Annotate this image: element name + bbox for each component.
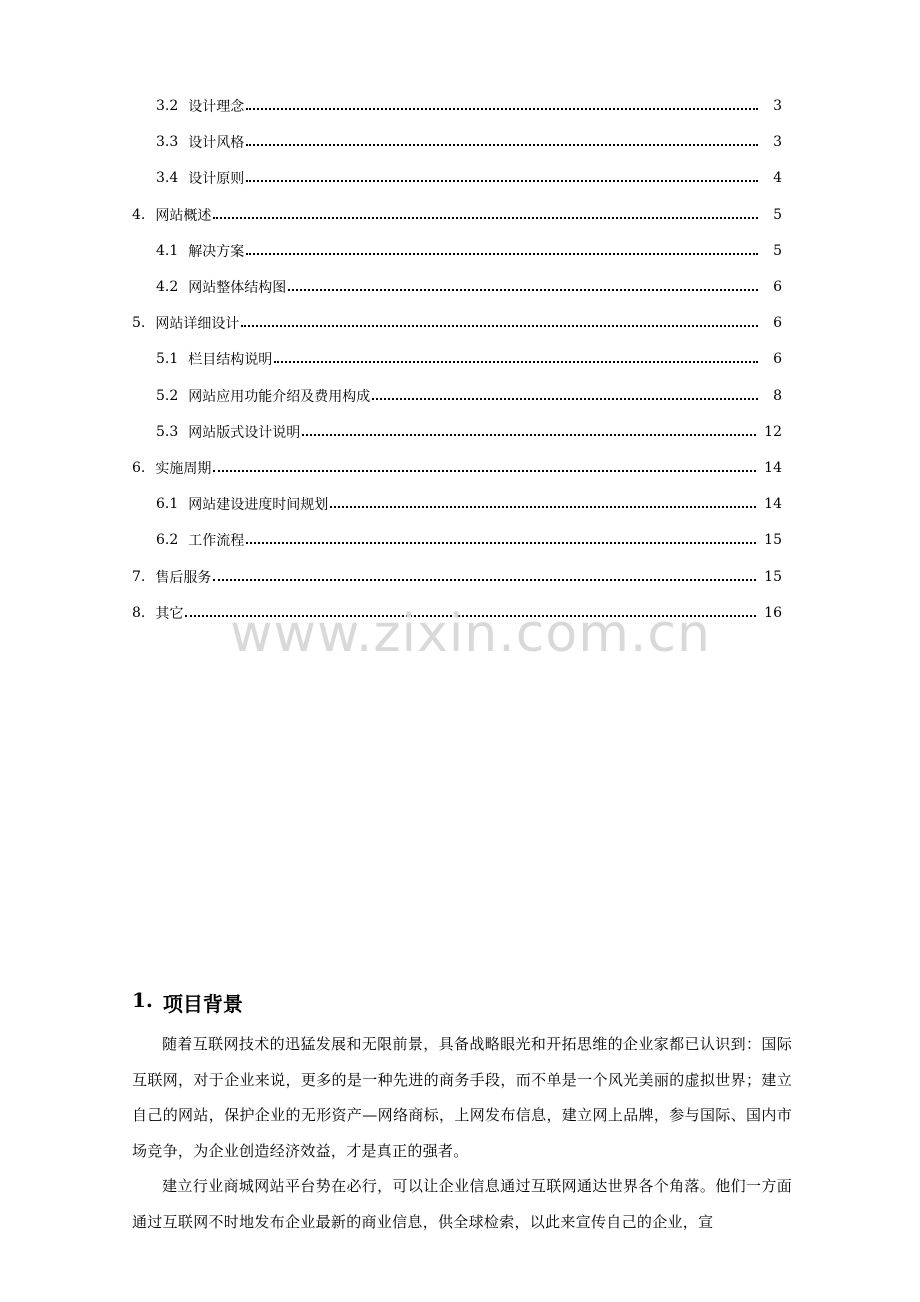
toc-title: 网站概述 — [155, 207, 212, 224]
toc-leader-dots — [302, 434, 756, 436]
toc-page-number: 6 — [773, 351, 782, 368]
toc-page-number: 8 — [773, 387, 782, 404]
toc-page-number: 3 — [773, 98, 782, 114]
toc-leader-dots — [274, 361, 758, 363]
toc-entry[interactable] — [132, 559, 782, 595]
toc-title: 设计理念 — [188, 99, 245, 115]
toc-leader-dots — [213, 217, 758, 219]
toc-leader-dots — [246, 253, 758, 255]
toc-number: 4. — [132, 206, 146, 223]
toc-leader-dots — [213, 579, 756, 581]
toc-leader-dots — [246, 180, 758, 182]
toc-entry[interactable] — [156, 486, 782, 522]
toc-title: 实施周期 — [155, 461, 212, 477]
toc-page-number: 5 — [773, 206, 782, 223]
toc-number: 3.4 — [156, 170, 179, 187]
toc-page-number: 5 — [773, 242, 782, 259]
toc-title: 网站整体结构图 — [188, 280, 287, 296]
toc-title: 栏目结构说明 — [188, 352, 273, 369]
toc-leader-dots — [241, 325, 758, 327]
toc-title: 网站建设进度时间规划 — [188, 497, 329, 514]
toc-number: 8. — [132, 604, 146, 621]
toc-number: 3.3 — [156, 134, 179, 151]
toc-title: 网站应用功能介绍及费用构成 — [188, 388, 371, 405]
toc-page-number: 14 — [764, 496, 782, 513]
toc-page-number: 14 — [764, 460, 782, 476]
toc-number: 4.2 — [156, 279, 179, 295]
paragraph-text: 随着互联网技术的迅猛发展和无限前景，具备战略眼光和开拓思维的企业家都已认识到：国际互联网，对于企业来说，更多的是一种先进的商务手段，而不单是一个风光美丽的虚拟世界；建立自己的网站，保护企业的无形资产—网络商标，上网发布信息，建立网上品牌，参与国际、国内市场竞争，为企业创造经济效益，才是真正的强者。 — [132, 1035, 792, 1160]
toc-title: 网站详细设计 — [155, 316, 240, 333]
toc-leader-dots — [372, 398, 758, 400]
toc-page-number: 15 — [764, 568, 782, 585]
toc-page-number: 16 — [764, 604, 782, 621]
toc-entry[interactable] — [156, 269, 782, 305]
toc-title: 解决方案 — [188, 243, 245, 260]
toc-page-number: 6 — [773, 315, 782, 332]
toc-title: 工作流程 — [188, 533, 245, 550]
paragraph-text: 建立行业商城网站平台势在必行，可以让企业信息通过互联网通达世界各个角落。他们一方面通过互联网不时地发布企业最新的商业信息，供全球检索，以此来宣传自己的企业，宣 — [132, 1177, 792, 1231]
toc-entry[interactable] — [156, 378, 782, 414]
toc-number: 7. — [132, 568, 146, 585]
toc-leader-dots — [330, 506, 756, 508]
section-number: 1. — [132, 988, 153, 1012]
toc-title: 其它 — [155, 605, 184, 622]
toc-page-number: 6 — [773, 279, 782, 295]
toc-number: 6.1 — [156, 496, 179, 513]
toc-number: 3.2 — [156, 98, 179, 114]
toc-page-number: 12 — [764, 423, 782, 440]
toc-title: 售后服务 — [155, 569, 212, 586]
toc-leader-dots — [213, 470, 756, 472]
toc-entry[interactable] — [156, 124, 782, 160]
toc-number: 5.2 — [156, 387, 179, 404]
toc-entry[interactable] — [156, 233, 782, 269]
paragraph — [132, 1027, 792, 1169]
toc-entry[interactable] — [156, 160, 782, 196]
toc-leader-dots — [246, 144, 758, 146]
toc-title: 设计原则 — [188, 171, 245, 188]
toc-entry[interactable] — [156, 341, 782, 377]
toc-page-number: 15 — [764, 532, 782, 549]
section-heading — [132, 988, 243, 1017]
toc-entry[interactable] — [156, 88, 782, 124]
toc-number: 5.3 — [156, 423, 179, 440]
toc-number: 4.1 — [156, 242, 179, 259]
toc-entry[interactable] — [156, 414, 782, 450]
toc-number: 6.2 — [156, 532, 179, 549]
toc-entry[interactable] — [156, 522, 782, 558]
toc-number: 5. — [132, 315, 146, 332]
toc-number: 6. — [132, 460, 146, 476]
toc-leader-dots — [246, 108, 758, 110]
toc-entry[interactable] — [132, 197, 782, 233]
paragraph — [132, 1169, 792, 1240]
toc-page-number: 4 — [773, 170, 782, 187]
toc-leader-dots — [288, 289, 758, 291]
toc-page-number: 3 — [773, 134, 782, 151]
toc-entry[interactable] — [132, 305, 782, 341]
toc-title: 网站版式设计说明 — [188, 424, 301, 441]
toc-leader-dots — [246, 542, 756, 544]
watermark: www.zixin.com.cn — [230, 604, 711, 664]
section-title: 项目背景 — [162, 992, 243, 1016]
toc-number: 5.1 — [156, 351, 179, 368]
toc-entry[interactable] — [132, 450, 782, 486]
toc-title: 设计风格 — [188, 135, 245, 152]
